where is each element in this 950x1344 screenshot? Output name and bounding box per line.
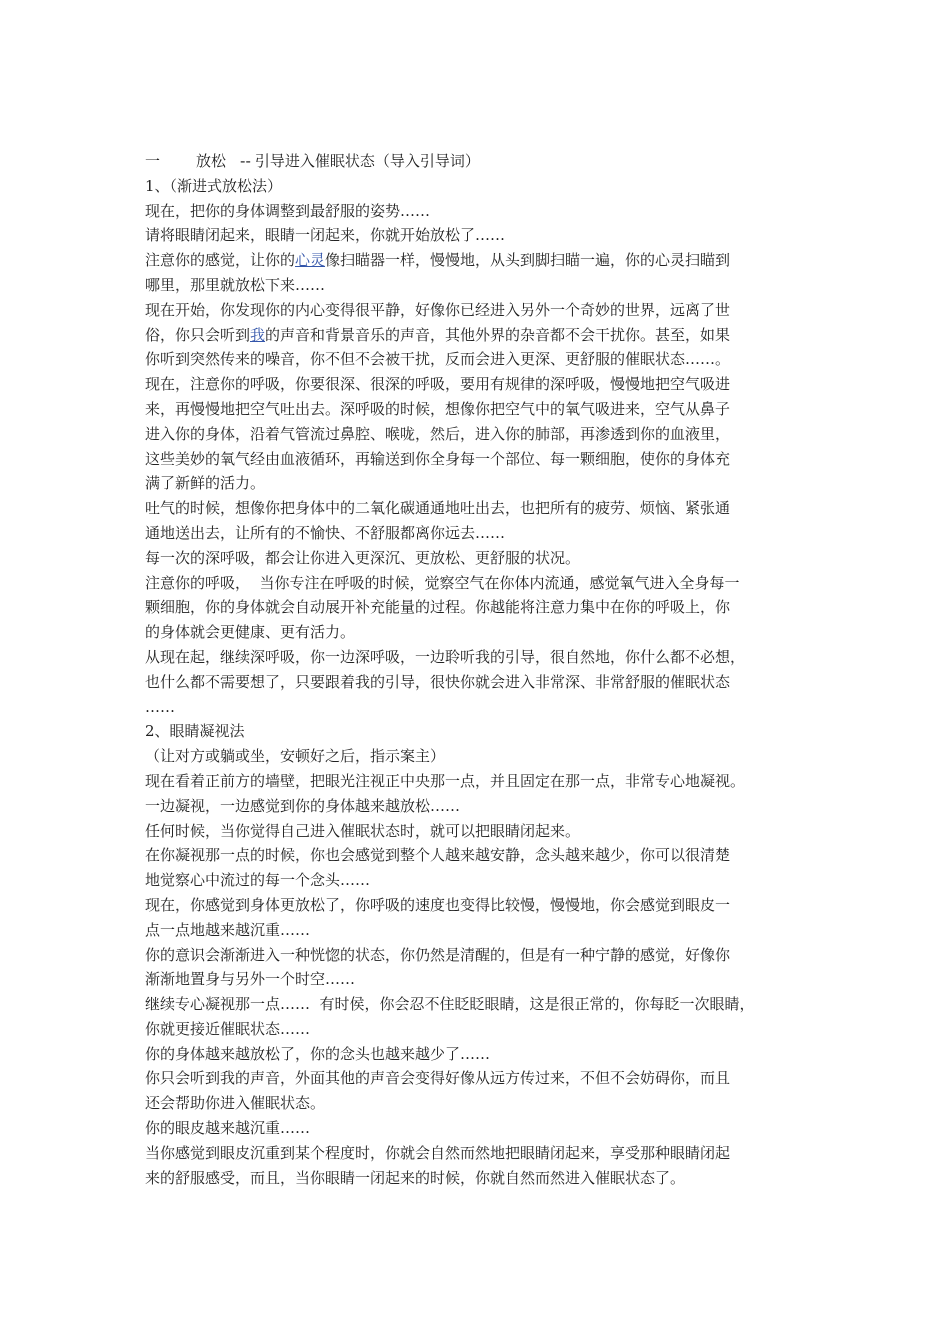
paragraph-line bbox=[145, 323, 813, 348]
paragraph-line: 进入你的身体，沿着气管流过鼻腔、喉咙，然后，进入你的肺部，再渗透到你的血液里， bbox=[145, 424, 731, 443]
paragraph-line: 注意你的呼吸， 当你专注在呼吸的时候，觉察空气在你体内流通，感觉氧气进入全身每一 bbox=[145, 573, 740, 592]
paragraph-line: 地觉察心中流过的每一个念头…… bbox=[145, 871, 371, 890]
paragraph-line: 你就更接近催眠状态…… bbox=[145, 1019, 311, 1038]
paragraph-line: 吐气的时候，想像你把身体中的二氧化碳通通地吐出去，也把所有的疲劳、烦恼、紧张通 bbox=[145, 499, 731, 518]
paragraph-line: 也什么都不需要想了，只要跟着我的引导，很快你就会进入非常深、非常舒服的催眠状态 bbox=[145, 672, 731, 691]
paragraph-line: 满了新鲜的活力。 bbox=[145, 474, 266, 493]
paragraph-line: 任何时候，当你觉得自己进入催眠状态时，就可以把眼睛闭起来。 bbox=[145, 821, 581, 840]
paragraph-line: 现在开始，你发现你的内心变得很平静，好像你已经进入另外一个奇妙的世界，远离了世 bbox=[145, 300, 731, 319]
text-span: 俗，你只会听到 bbox=[145, 325, 251, 344]
paragraph-line: 你的身体越来越放松了，你的念头也越来越少了…… bbox=[145, 1044, 491, 1063]
title-dash: -- bbox=[240, 152, 251, 170]
paragraph-line: 现在看着正前方的墙壁，把眼光注视正中央那一点，并且固定在那一点，非常专心地凝视。 bbox=[145, 771, 746, 790]
paragraph-line: 渐渐地置身与另外一个时空…… bbox=[145, 970, 356, 989]
title-number: 一 bbox=[145, 152, 161, 170]
paragraph-line: 这些美妙的氧气经由血液循环，再输送到你全身每一个部位、每一颗细胞，使你的身体充 bbox=[145, 449, 731, 468]
paragraph-line: 在你凝视那一点的时候，你也会感觉到整个人越来越安静，念头越来越少，你可以很清楚 bbox=[145, 846, 731, 865]
paragraph-line: 你的眼皮越来越沉重…… bbox=[145, 1119, 311, 1138]
paragraph-line: 现在，注意你的呼吸，你要很深、很深的呼吸，要用有规律的深呼吸，慢慢地把空气吸进 bbox=[145, 375, 731, 394]
paragraph-line: （让对方或躺或坐，安顿好之后，指示案主） bbox=[145, 747, 446, 766]
wo-link[interactable]: 我 bbox=[250, 325, 266, 344]
section2-heading: 2、眼睛凝视法 bbox=[145, 722, 245, 741]
paragraph-line: 你只会听到我的声音，外面其他的声音会变得好像从远方传过来，不但不会妨碍你，而且 bbox=[145, 1069, 731, 1088]
paragraph-line: 还会帮助你进入催眠状态。 bbox=[145, 1094, 326, 1113]
section1-heading: 1、（渐进式放松法） bbox=[145, 176, 283, 195]
paragraph-line: 的身体就会更健康、更有活力。 bbox=[145, 623, 356, 642]
paragraph-line: 继续专心凝视那一点…… 有时侯，你会忍不住眨眨眼睛，这是很正常的，你每眨一次眼睛， bbox=[145, 995, 755, 1014]
paragraph-line: …… bbox=[145, 697, 175, 716]
document-body bbox=[145, 149, 813, 1190]
paragraph-line: 现在，把你的身体调整到最舒服的姿势…… bbox=[145, 201, 431, 220]
title-word: 放松 bbox=[196, 152, 227, 170]
paragraph-line: 请将眼睛闭起来，眼睛一闭起来，你就开始放松了…… bbox=[145, 226, 506, 245]
paragraph-line: 来，再慢慢地把空气吐出去。深呼吸的时候，想像你把空气中的氧气吸进来，空气从鼻子 bbox=[145, 399, 731, 418]
paragraph-line: 颗细胞，你的身体就会自动展开补充能量的过程。你越能将注意力集中在你的呼吸上，你 bbox=[145, 598, 731, 617]
paragraph-line: 通地送出去，让所有的不愉快、不舒服都离你远去…… bbox=[145, 523, 506, 542]
text-span: 像扫瞄器一样，慢慢地，从头到脚扫瞄一遍，你的心灵扫瞄到 bbox=[325, 251, 731, 270]
xinling-link[interactable]: 心灵 bbox=[295, 251, 326, 270]
paragraph-line: 一边凝视，一边感觉到你的身体越来越放松…… bbox=[145, 796, 461, 815]
paragraph-line: 点一点地越来越沉重…… bbox=[145, 920, 311, 939]
paragraph-line: 你听到突然传来的噪音，你不但不会被干扰，反而会进入更深、更舒服的催眠状态……。 bbox=[145, 350, 731, 369]
paragraph-line: 现在，你感觉到身体更放松了，你呼吸的速度也变得比较慢，慢慢地，你会感觉到眼皮一 bbox=[145, 895, 731, 914]
paragraph-line: 你的意识会渐渐进入一种恍惚的状态，你仍然是清醒的，但是有一种宁静的感觉，好像你 bbox=[145, 945, 731, 964]
paragraph-line: 哪里，那里就放松下来…… bbox=[145, 275, 326, 294]
paragraph-line: 从现在起，继续深呼吸，你一边深呼吸，一边聆听我的引导，很自然地，你什么都不必想， bbox=[145, 647, 746, 666]
title-rest: 引导进入催眠状态（导入引导词） bbox=[254, 152, 480, 170]
paragraph-line: 每一次的深呼吸，都会让你进入更深沉、更放松、更舒服的状况。 bbox=[145, 548, 581, 567]
text-span: 注意你的感觉，让你的 bbox=[145, 251, 296, 270]
text-span: 的声音和背景音乐的声音，其他外界的杂音都不会干扰你。甚至，如果 bbox=[265, 325, 731, 344]
paragraph-line bbox=[145, 248, 813, 273]
paragraph-line: 当你感觉到眼皮沉重到某个程度时，你就会自然而然地把眼睛闭起来，享受那种眼睛闭起 bbox=[145, 1143, 731, 1162]
paragraph-line: 来的舒服感受，而且，当你眼睛一闭起来的时候，你就自然而然进入催眠状态了。 bbox=[145, 1168, 686, 1187]
document-title bbox=[145, 149, 813, 174]
